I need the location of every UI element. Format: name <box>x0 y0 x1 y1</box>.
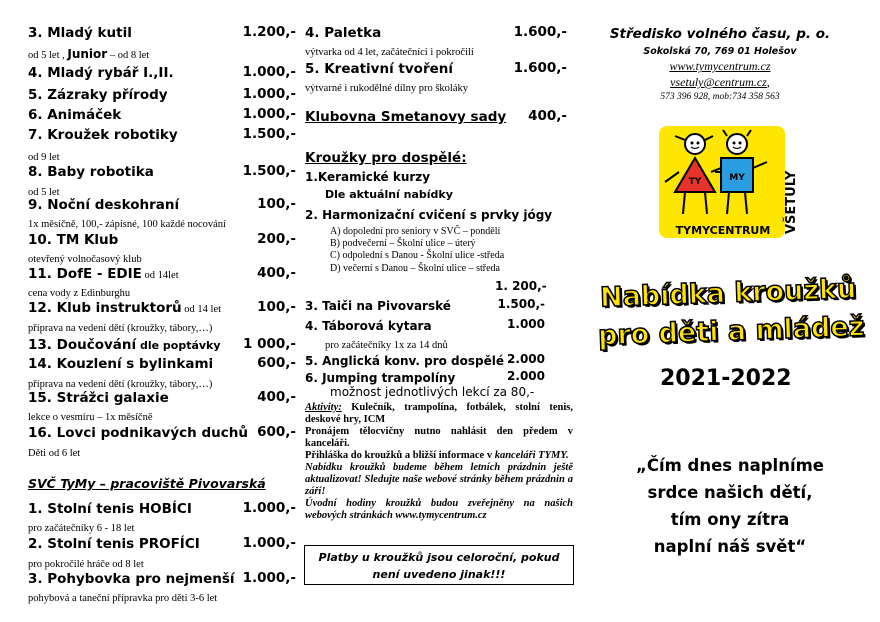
item-price: 1.000,- <box>242 535 296 551</box>
item-description: pro začátečníky 1x za 14 dnů <box>325 340 448 351</box>
list-item <box>305 352 545 370</box>
list-item <box>305 60 567 78</box>
org-name: Středisko volného času, p. o. <box>609 26 831 42</box>
item-title: 3. Taiči na Pivovarské <box>305 299 451 313</box>
item-description: cena vody z Edinburghu <box>28 288 131 299</box>
item-age: od 14 let <box>181 304 222 315</box>
headline-line2: pro děti a mládež <box>597 311 865 352</box>
tymy-logo <box>655 122 805 242</box>
list-item <box>28 588 296 606</box>
email-line <box>600 75 840 90</box>
logo-ty-text: TY <box>688 177 702 187</box>
quote-line: tím ony zítra <box>670 510 790 529</box>
email-suffix: , <box>766 75 770 89</box>
item-age: od 14let <box>141 270 179 281</box>
item-description: příprava na vedení dětí (kroužky, tábory,…) <box>28 323 213 334</box>
item-price: 400,- <box>257 389 296 405</box>
yoga-option: D) večerní s Danou – Školní ulice – středa <box>330 263 500 274</box>
item-title: 6. Jumping trampolíny <box>305 371 456 385</box>
info-notes <box>305 402 573 522</box>
item-price: 1.000,- <box>242 106 296 122</box>
application-note <box>305 450 573 462</box>
org-address: Sokolská 70, 769 01 Holešov <box>643 46 797 57</box>
item-price: 1.000,- <box>242 64 296 80</box>
klubovna-row <box>305 108 567 126</box>
list-item <box>305 78 567 96</box>
update-note: Nabídku kroužků budeme během letních prázdnin ještě aktualizovat! Sledujte naše webové stránky během prázdnin a září! <box>305 462 573 497</box>
item-title: 7. Kroužek robotiky <box>28 127 178 143</box>
logo-centrum-text: TYMYCENTRUM <box>675 224 771 237</box>
item-title: 12. Klub instruktorů <box>28 300 182 316</box>
application-office: kanceláři TYMY. <box>494 450 569 461</box>
item-title: 5. Zázraky přírody <box>28 87 168 103</box>
item-description: příprava na vedení dětí (kroužky, tábory,…) <box>28 379 213 390</box>
section-title: SVČ TyMy – pracoviště Pivovarská <box>28 476 266 491</box>
item-price: 1.200,- <box>242 24 296 40</box>
item-price: 100,- <box>257 299 296 315</box>
activities-label: Aktivity: <box>305 402 342 413</box>
item-description: od 5 let <box>28 187 60 198</box>
yoga-option: A) dopolední pro seniory v SVČ – pondělí <box>330 226 501 237</box>
ceramics-title: 1.Keramické kurzy <box>305 170 431 184</box>
list-item <box>28 214 296 232</box>
list-item <box>28 518 296 536</box>
yoga-option: B) podvečerní – Školní ulice – úterý <box>330 238 476 249</box>
item-price: 1.000 <box>507 317 545 331</box>
headline-line1: Nabídka kroužků <box>599 273 857 314</box>
item-description: 1x měsíčně, 100,- zápisné, 100 každé nocování <box>28 219 226 230</box>
item-price: 1.500,- <box>242 163 296 179</box>
list-item <box>28 24 296 42</box>
item-title: 2. Stolní tenis PROFÍCI <box>28 536 200 552</box>
item-price: 2.000 <box>507 352 545 366</box>
yoga-option: C) odpolední s Danou - Školní ulice -středa <box>330 250 505 261</box>
school-year: 2021-2022 <box>660 366 792 391</box>
list-item <box>28 126 296 144</box>
list-item <box>28 86 296 104</box>
yoga-price: 1. 200,- <box>495 279 547 293</box>
item-title: 4. Paletka <box>305 25 382 41</box>
item-description: od 5 let , <box>28 50 68 61</box>
quote-line: „Čím dnes naplníme <box>636 456 824 475</box>
single-lesson-note: možnost jednotlivých lekcí za 80,- <box>330 385 535 399</box>
activities-note <box>305 402 573 426</box>
application-text: Přihláška do kroužků a bližší informace v <box>305 450 495 461</box>
list-item <box>28 196 296 214</box>
item-title: 4. Mladý rybář I.,II. <box>28 65 174 81</box>
quote-line: naplní náš svět“ <box>653 537 807 556</box>
list-item <box>28 355 296 373</box>
list-item <box>28 299 296 317</box>
item-description: od 9 let <box>28 152 60 163</box>
list-item <box>305 317 545 335</box>
klubovna-price: 400,- <box>528 108 567 124</box>
org-header <box>600 26 840 102</box>
quote-line: srdce našich dětí, <box>647 483 813 502</box>
logo-my-text: MY <box>729 173 745 183</box>
item-title: 9. Noční deskohraní <box>28 197 180 213</box>
list-item <box>28 265 296 283</box>
payment-note-box <box>304 545 574 585</box>
list-item <box>28 389 296 407</box>
adult-section-title: Kroužky pro dospělé: <box>305 150 467 166</box>
list-item <box>305 335 545 353</box>
item-title: 15. Strážci galaxie <box>28 390 169 406</box>
list-item <box>305 42 567 60</box>
item-price: 1.500,- <box>242 126 296 142</box>
list-item <box>305 24 567 42</box>
item-price: 1 000,- <box>242 336 296 352</box>
list-item <box>28 500 296 518</box>
item-price: 1.000,- <box>242 500 296 516</box>
item-title: 5. Anglická konv. pro dospělé <box>305 354 505 368</box>
item-description: pro pokročilé hráče od 8 let <box>28 559 144 570</box>
item-price: 1.600,- <box>513 60 567 76</box>
item-price: 2.000 <box>507 369 545 383</box>
list-item <box>28 570 296 588</box>
item-note: dle poptávky <box>136 339 221 352</box>
item-description: pohybová a taneční přípravka pro děti 3-6 let <box>28 593 218 604</box>
item-title: 8. Baby robotika <box>28 164 154 180</box>
ceramics-note: Dle aktuální nabídky <box>325 188 453 201</box>
quote <box>615 452 845 560</box>
item-title: 3. Mladý kutil <box>28 25 132 41</box>
list-item <box>28 106 296 124</box>
item-price: 600,- <box>257 355 296 371</box>
item-title: 10. TM Klub <box>28 232 119 248</box>
item-price: 1.000,- <box>242 570 296 586</box>
item-title: 14. Kouzlení s bylinkami <box>28 356 214 372</box>
list-item <box>305 297 545 315</box>
logo-side-text: VŠETULY <box>784 170 799 234</box>
list-item <box>28 45 296 63</box>
gym-rental-note: Pronájem tělocvičny nutno nahlásit den předem v kanceláři. <box>305 426 573 449</box>
intro-hours-note: Úvodní hodiny kroužků budou zveřejněny na našich webových stránkách www.tymycentrum.cz <box>305 498 573 521</box>
list-item <box>28 318 296 336</box>
payment-note-text: Platby u kroužků jsou celoroční, pokud není uvedeno jinak!!! <box>318 551 560 581</box>
web-link[interactable]: www.tymycentrum.cz <box>669 59 771 73</box>
list-item <box>28 407 296 425</box>
item-description: – od 8 let <box>107 50 150 61</box>
yoga-title: 2. Harmonizační cvičení s prvky jógy <box>305 208 553 222</box>
item-title: 3. Pohybovka pro nejmenší <box>28 571 235 587</box>
item-description: výtvarné i rukodělné dílny pro školáky <box>305 83 469 94</box>
item-title: 16. Lovci podnikavých duchů <box>28 425 248 441</box>
email-link[interactable]: vsetuly@centrum.cz <box>670 75 767 89</box>
item-price: 200,- <box>257 231 296 247</box>
klubovna-title: Klubovna Smetanovy sady <box>305 109 507 125</box>
item-subtitle: Junior <box>67 47 108 61</box>
item-price: 1.500,- <box>497 297 545 311</box>
phones: 573 396 928, mob:734 358 563 <box>660 92 780 102</box>
item-price: 600,- <box>257 424 296 440</box>
item-title: 4. Táborová kytara <box>305 319 432 333</box>
list-item <box>28 64 296 82</box>
item-price: 400,- <box>257 265 296 281</box>
item-price: 100,- <box>257 196 296 212</box>
item-price: 1.600,- <box>513 24 567 40</box>
list-item <box>28 535 296 553</box>
list-item <box>28 231 296 249</box>
activities-text: Kulečník, trampolína, fotbálek, stolní tenis, deskové hry, ICM <box>305 402 573 425</box>
item-title: 1. Stolní tenis HOBÍCI <box>28 501 192 517</box>
item-description: Děti od 6 let <box>28 448 81 459</box>
item-title: 6. Animáček <box>28 107 122 123</box>
list-item <box>28 424 296 442</box>
item-description: otevřený volnočasový klub <box>28 254 142 265</box>
item-title: 11. DofE - EDIE <box>28 266 142 282</box>
item-title: 13. Doučování <box>28 337 137 353</box>
item-price: 1.000,- <box>242 86 296 102</box>
item-description: lekce o vesmíru – 1x měsíčně <box>28 412 153 423</box>
list-item <box>28 336 296 354</box>
list-item <box>28 443 296 461</box>
item-description: výtvarka od 4 let, začátečníci i pokročilí <box>305 47 474 58</box>
list-item <box>28 163 296 181</box>
item-title: 5. Kreativní tvoření <box>305 61 454 77</box>
item-description: pro začátečníky 6 - 18 let <box>28 523 135 534</box>
